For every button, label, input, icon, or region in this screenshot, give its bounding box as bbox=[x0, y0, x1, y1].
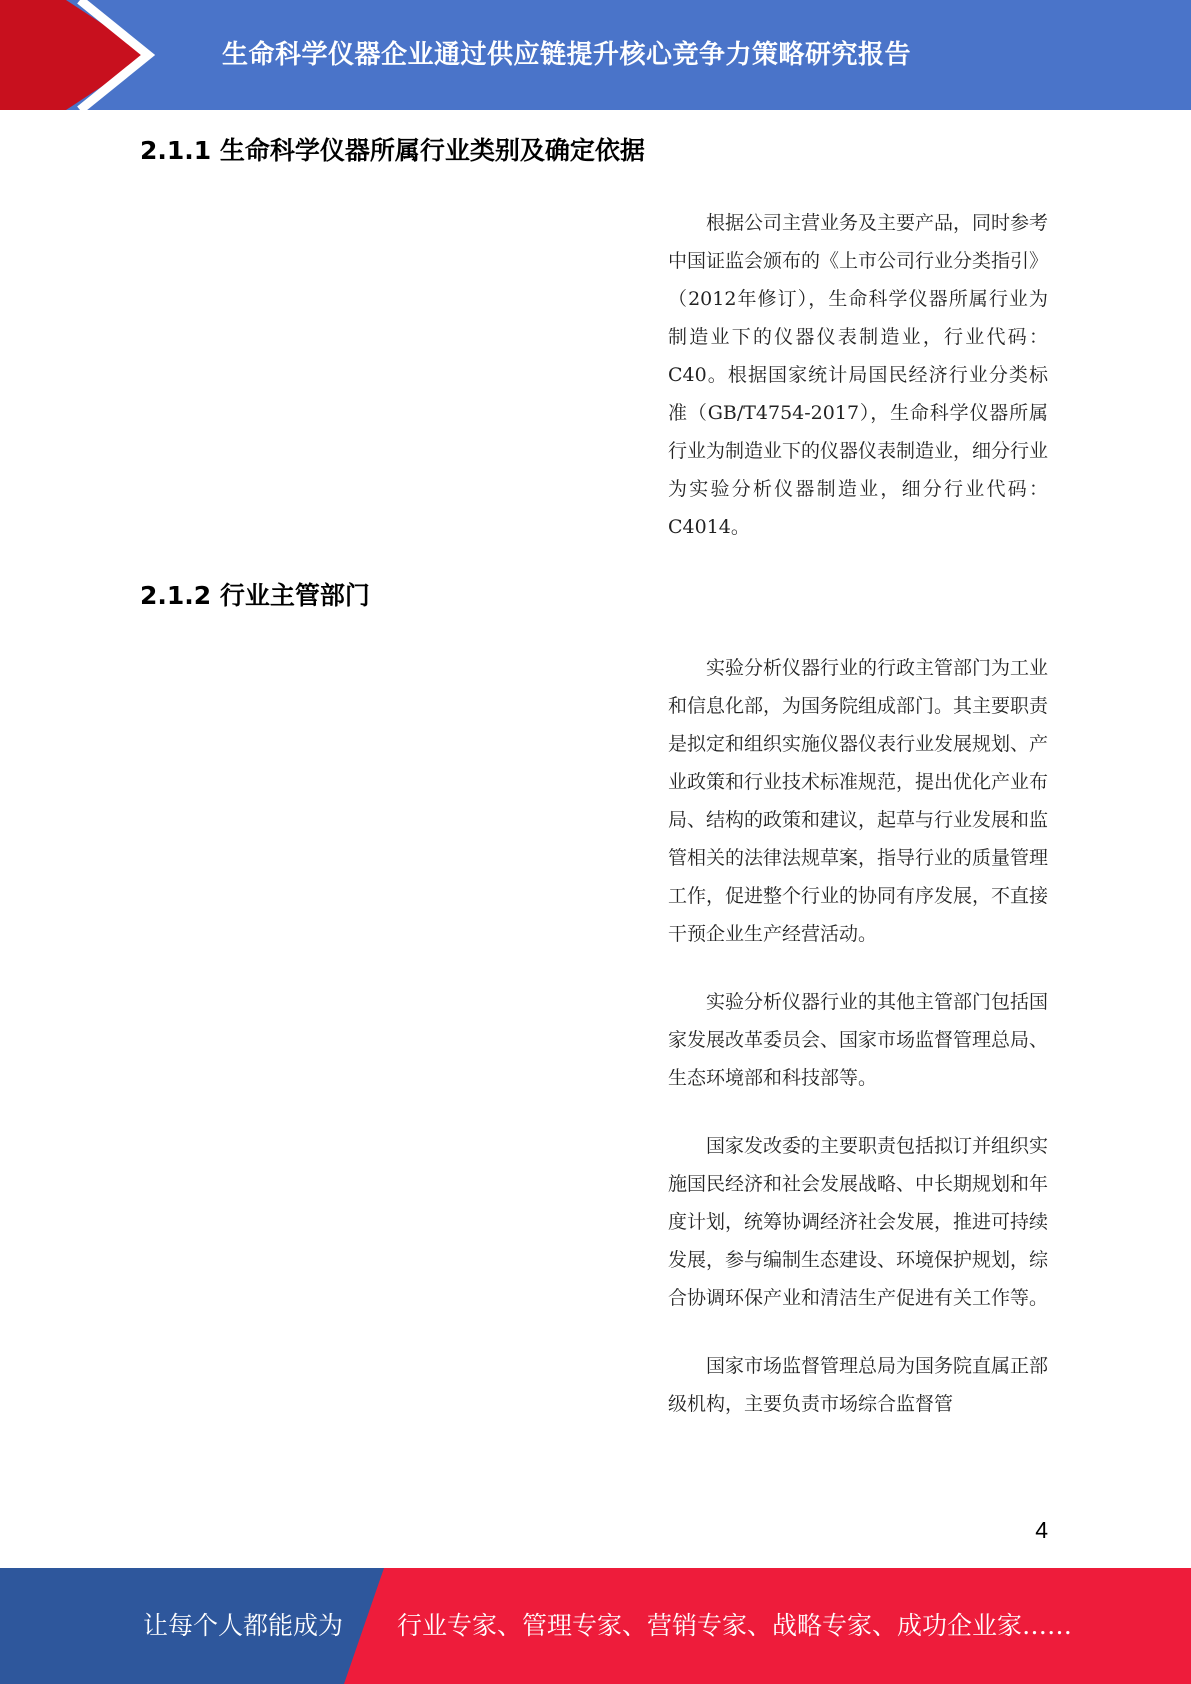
paragraph: 国家发改委的主要职责包括拟订并组织实施国民经济和社会发展战略、中长期规划和年度计划，统筹协调经济社会发展，推进可持续发展，参与编制生态建设、环境保护规划，综合协调环保产业和清洁生产促进有关工作等。 bbox=[668, 1135, 1049, 1309]
section-2-1-1-body bbox=[668, 204, 1048, 546]
paragraph: 根据公司主营业务及主要产品，同时参考中国证监会颁布的《上市公司行业分类指引》（2012年修订），生命科学仪器所属行业为制造业下的仪器仪表制造业，行业代码：C40。根据国家统计局国民经济行业分类标准（GB/T4754-2017），生命科学仪器所属行业为制造业下的仪器仪表制造业，细分行业为实验分析仪器制造业，细分行业代码：C4014。 bbox=[668, 212, 1049, 538]
paragraph: 国家市场监督管理总局为国务院直属正部级机构，主要负责市场综合监督管 bbox=[668, 1355, 1049, 1415]
footer-slogan-right: 行业专家、管理专家、营销专家、战略专家、成功企业家…… bbox=[397, 1611, 1073, 1640]
section-heading-2-1-1: 2.1.1 生命科学仪器所属行业类别及确定依据 bbox=[140, 136, 645, 165]
page-number: 4 bbox=[1035, 1517, 1048, 1543]
report-title: 生命科学仪器企业通过供应链提升核心竞争力策略研究报告 bbox=[222, 40, 912, 70]
section-2-1-2-body bbox=[668, 649, 1048, 1423]
section-heading-2-1-2: 2.1.2 行业主管部门 bbox=[140, 581, 370, 610]
footer-banner bbox=[0, 1568, 1191, 1684]
footer-slogan-left: 让每个人都能成为 bbox=[143, 1611, 344, 1640]
header-chevron-decoration bbox=[0, 0, 160, 110]
paragraph: 实验分析仪器行业的行政主管部门为工业和信息化部，为国务院组成部门。其主要职责是拟定和组织实施仪器仪表行业发展规划、产业政策和行业技术标准规范，提出优化产业布局、结构的政策和建议，起草与行业发展和监管相关的法律法规草案，指导行业的质量管理工作，促进整个行业的协同有序发展，不直接干预企业生产经营活动。 bbox=[668, 657, 1049, 945]
header-bar bbox=[0, 0, 1191, 110]
paragraph: 实验分析仪器行业的其他主管部门包括国家发展改革委员会、国家市场监督管理总局、生态环境部和科技部等。 bbox=[668, 991, 1049, 1089]
